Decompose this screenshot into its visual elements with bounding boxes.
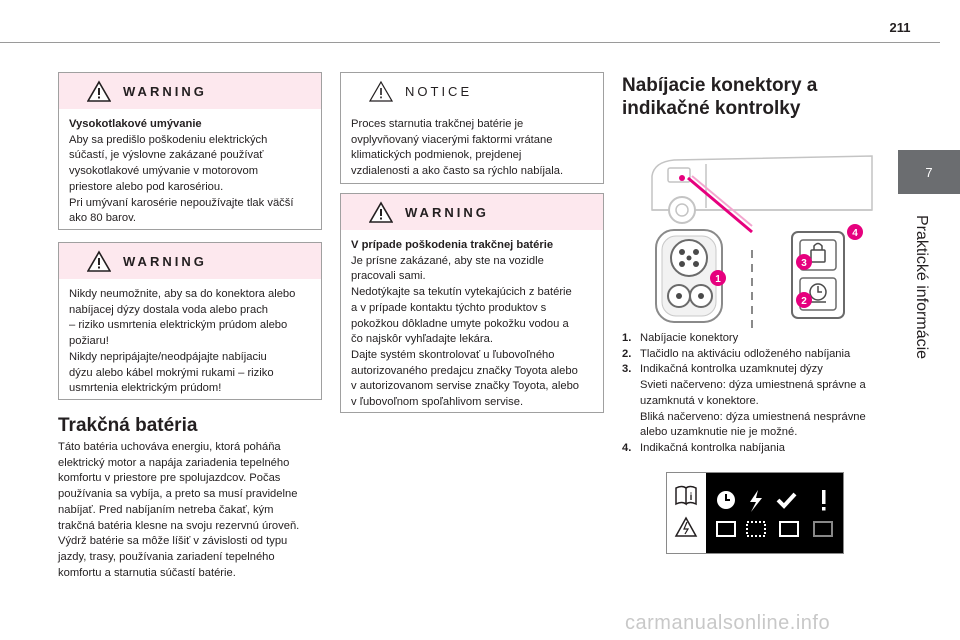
list-item xyxy=(622,347,892,363)
warning-triangle-icon xyxy=(87,80,111,102)
callout-4 xyxy=(847,224,863,240)
heading-line: indikačné kontrolky xyxy=(622,98,801,119)
text-line: v autorizovanom servise značky Toyota, alebo xyxy=(351,380,580,393)
text-line: vzdialenosti a ako často sa rýchlo nabíjala. xyxy=(351,165,564,178)
connector-legend-list xyxy=(622,331,892,457)
list-number: 4. xyxy=(622,441,632,454)
text-line: elektrický motor a napája zariadenia tepelného xyxy=(58,456,290,469)
heading-line: Nabíjacie konektory a xyxy=(622,75,818,96)
callout-2 xyxy=(796,292,812,308)
text-line: Bliká načerveno: dýza umiestnená nesprávne xyxy=(640,410,866,423)
warning-box-high-pressure xyxy=(58,72,322,230)
callout-number: 4 xyxy=(852,228,858,239)
notice-body xyxy=(341,109,603,188)
text-line: nabíjať. Pred nabíjaním netreba čakať, kým xyxy=(58,503,274,516)
text-line: pracovali sami. xyxy=(351,270,426,283)
text-line: uzamknutá v konektore. xyxy=(640,394,759,407)
text-line: v ľubovoľnom spoľahlivom servise. xyxy=(351,396,524,409)
text-line: Nedotýkajte sa tekutín vytekajúcich z batérie xyxy=(351,286,572,299)
text-line: Nikdy neumožnite, aby sa do konektora alebo xyxy=(69,288,296,300)
list-item xyxy=(622,441,892,457)
warning-box-water xyxy=(58,242,322,400)
text-line: Pri umývaní karosérie nepoužívajte tlak väčší xyxy=(69,196,294,209)
list-text xyxy=(640,441,785,457)
page-number: 211 xyxy=(889,20,911,35)
callout-3 xyxy=(796,254,812,270)
port-location-marker xyxy=(679,175,685,181)
text-line: klimatických podmienok, prejdenej xyxy=(351,149,522,162)
text-line: trakčná batéria klesne na svoju rezervnú úroveň. xyxy=(58,519,300,532)
text-line: Výdrž batérie sa môže líšiť v závislosti od typu xyxy=(58,535,288,548)
text-line: Tlačidlo na aktiváciu odloženého nabíjania xyxy=(640,347,851,360)
callout-number: 1 xyxy=(715,274,721,285)
text-line: ovplyvňovaný viacerými faktormi vrátane xyxy=(351,133,553,146)
text-line: Táto batéria uchováva energiu, ktorá poháňa xyxy=(58,441,281,453)
text-line: súčastí, je výslovne zakázané používať xyxy=(69,149,264,162)
notice-label: NOTICE xyxy=(405,83,473,99)
list-item xyxy=(622,331,892,347)
top-rule xyxy=(0,42,940,43)
list-number: 2. xyxy=(622,347,632,360)
warning-body xyxy=(341,230,603,419)
chapter-tab xyxy=(898,150,960,194)
clock-icon xyxy=(717,491,735,509)
text-line: nabíjacej dýzy dostala voda alebo prach xyxy=(69,303,269,316)
text-line: Indikačná kontrolka nabíjania xyxy=(640,441,785,454)
warning-label: WARNING xyxy=(123,253,207,269)
text-line: používania sa vybíja, a preto sa musí pravidelne xyxy=(58,488,298,501)
text-line: komfortu v priestore pre spolujazdcov. Počas xyxy=(58,472,281,485)
notice-triangle-icon xyxy=(369,80,393,102)
notice-header xyxy=(341,73,603,109)
text-line: a v prípade kontaktu týchto produktov s xyxy=(351,301,547,314)
chapter-title: Praktické informácie xyxy=(913,215,930,360)
watermark: carmanualsonline.info xyxy=(625,612,831,634)
text-line: Dajte systém skontrolovať u ľubovoľného xyxy=(351,348,555,361)
warning-label: WARNING xyxy=(123,83,207,99)
text-line: Nabíjacie konektory xyxy=(640,332,739,344)
text-line: pokožkou dôkladne umyte pokožku vodou a xyxy=(351,317,569,330)
callout-number: 2 xyxy=(801,296,807,307)
symbol-legend-panel xyxy=(666,472,844,554)
warning-box-damage xyxy=(340,193,604,413)
text-line: usmrtenia elektrickým prúdom! xyxy=(69,382,222,395)
text-line: Proces starnutia trakčnej batérie je xyxy=(351,118,524,130)
battery-paragraph xyxy=(58,440,328,581)
section-heading-connectors xyxy=(622,74,817,120)
warning-triangle-icon xyxy=(369,201,393,223)
exclamation-icon xyxy=(822,490,826,511)
text-line: autorizovaného predajcu značky Toyota alebo xyxy=(351,364,578,377)
text-line: Je prísne zakázané, aby ste na vozidle xyxy=(351,254,544,267)
notice-box xyxy=(340,72,604,184)
list-text xyxy=(640,331,738,347)
list-item xyxy=(622,362,892,441)
warning-triangle-icon xyxy=(87,250,111,272)
callout-number: 3 xyxy=(801,258,807,269)
warning-title: V prípade poškodenia trakčnej batérie xyxy=(351,239,554,251)
list-text xyxy=(640,347,850,363)
warning-header xyxy=(59,243,321,279)
list-number: 3. xyxy=(622,363,632,376)
text-line: dýzu alebo kábel mokrými rukami – riziko xyxy=(69,366,274,379)
svg-text:i: i xyxy=(689,492,693,503)
text-line: Nikdy nepripájajte/neodpájajte nabíjaciu xyxy=(69,350,267,363)
warning-label: WARNING xyxy=(405,204,489,220)
text-line: Aby sa predišlo poškodeniu elektrických xyxy=(69,133,268,146)
text-line: Indikačná kontrolka uzamknutej dýzy xyxy=(640,363,823,376)
text-line: priestore alebo pod karosériou. xyxy=(69,180,224,193)
warning-body xyxy=(59,279,321,405)
text-line: požiaru! xyxy=(69,335,109,348)
text-line: komfortu a starnutia súčastí batérie. xyxy=(58,566,236,579)
charging-port-illustration xyxy=(640,150,880,330)
warning-title: Vysokotlakové umývanie xyxy=(69,118,202,130)
chapter-number: 7 xyxy=(925,164,933,180)
magenta-pointer xyxy=(688,178,752,232)
text-line: jazdy, trasy, používania zariadení tepelného xyxy=(58,550,275,563)
van-wheel xyxy=(669,197,695,223)
list-number: 1. xyxy=(622,332,632,344)
text-line: ako 80 barov. xyxy=(69,212,136,225)
list-text xyxy=(640,362,866,441)
text-line: alebo uzamknutie nie je možné. xyxy=(640,426,798,439)
text-line: vysokotlakové umývanie v motorovom xyxy=(69,165,259,178)
warning-header xyxy=(341,194,603,230)
section-heading-battery: Trakčná batéria xyxy=(58,415,198,436)
text-line: Svieti načerveno: dýza umiestnená správne a xyxy=(640,379,866,392)
warning-body xyxy=(59,109,321,235)
text-line: – riziko usmrtenia elektrickým prúdom alebo xyxy=(69,319,288,332)
text-line: čo najskôr vyhľadajte lekára. xyxy=(351,333,493,346)
warning-header xyxy=(59,73,321,109)
callout-1 xyxy=(710,270,726,286)
